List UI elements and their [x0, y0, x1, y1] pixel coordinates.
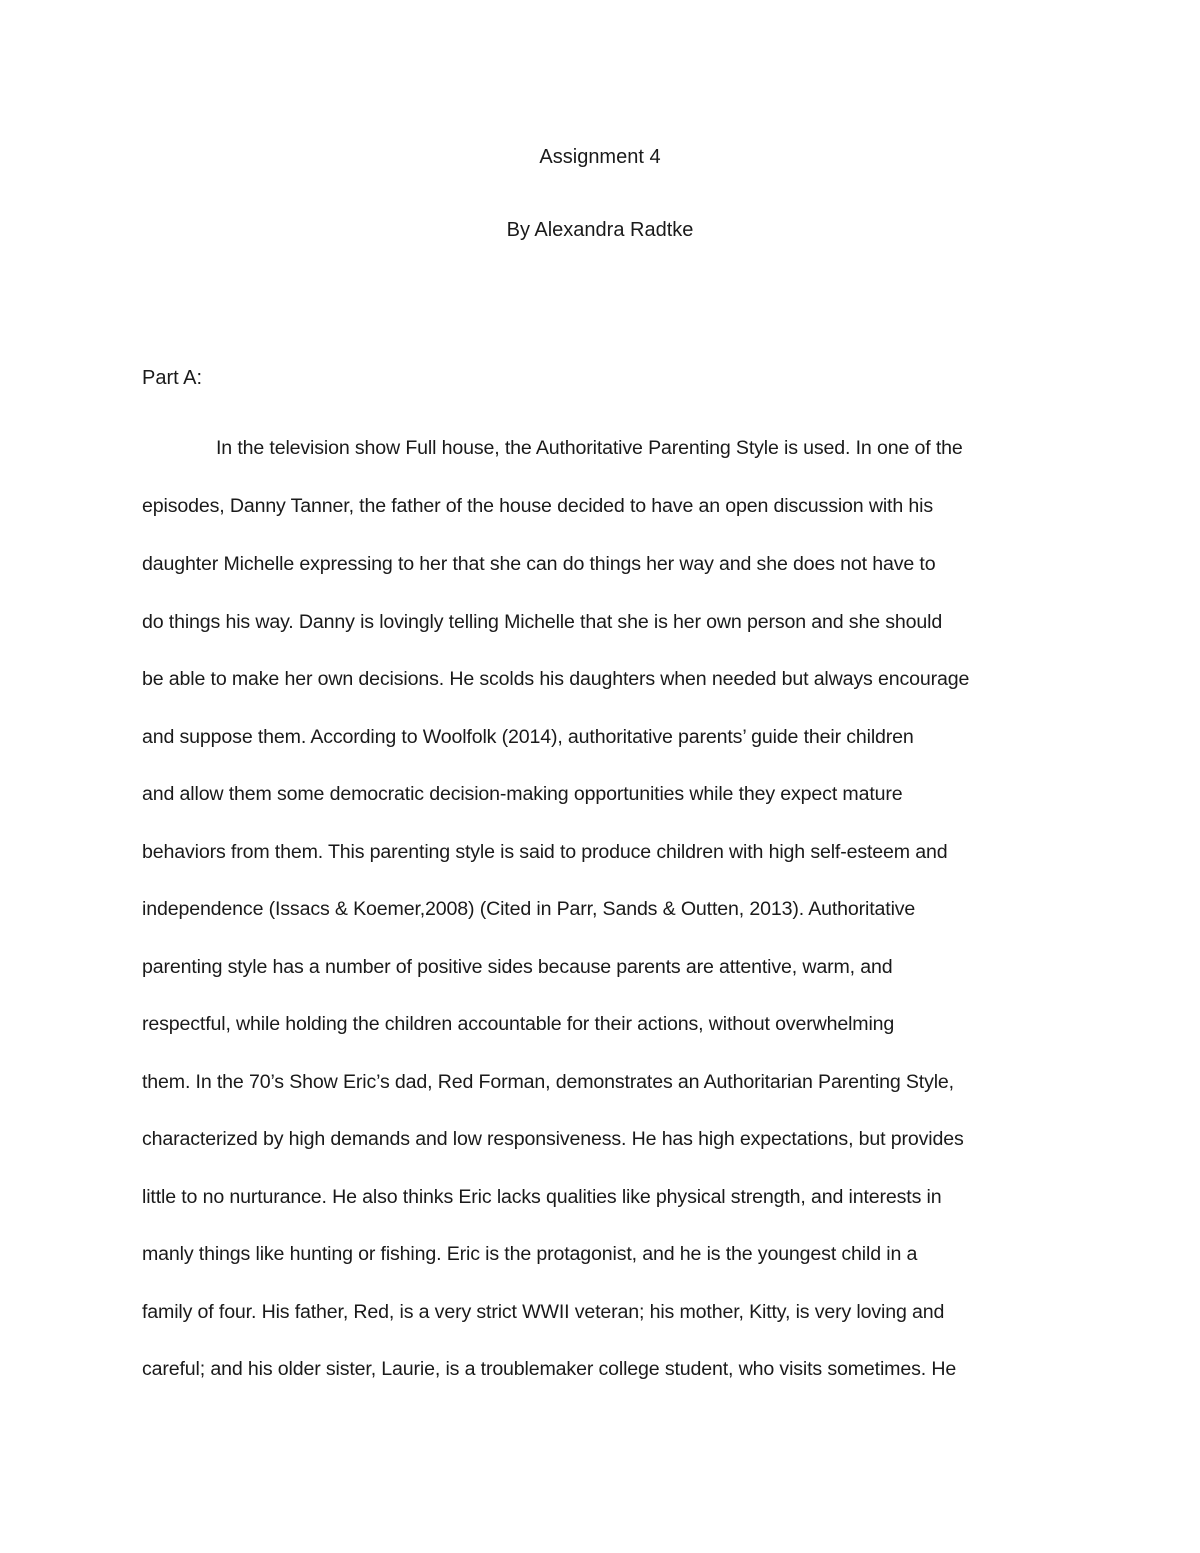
document-title: Assignment 4 — [539, 146, 661, 168]
paragraph-line: and suppose them. According to Woolfolk (2014), authoritative parents’ guide their children — [142, 726, 914, 748]
paragraph-line: be able to make her own decisions. He scolds his daughters when needed but always encourage — [142, 668, 970, 690]
document-author: By Alexandra Radtke — [506, 219, 694, 241]
paragraph-line: respectful, while holding the children accountable for their actions, without overwhelming — [142, 1013, 895, 1035]
paragraph-line: manly things like hunting or fishing. Eric is the protagonist, and he is the youngest child in a — [142, 1243, 918, 1265]
paragraph-line: and allow them some democratic decision-making opportunities while they expect mature — [142, 783, 903, 805]
paragraph-line: family of four. His father, Red, is a very strict WWII veteran; his mother, Kitty, is very loving and — [142, 1301, 945, 1323]
paragraph-line: little to no nurturance. He also thinks Eric lacks qualities like physical strength, and interests in — [142, 1186, 942, 1208]
paragraph-line: characterized by high demands and low responsiveness. He has high expectations, but provides — [142, 1128, 964, 1150]
paragraph-line: daughter Michelle expressing to her that she can do things her way and she does not have to — [142, 553, 936, 575]
part-heading: Part A: — [142, 367, 203, 389]
paragraph-line: careful; and his older sister, Laurie, is a troublemaker college student, who visits sometimes. He — [142, 1358, 957, 1380]
paragraph-line: independence (Issacs & Koemer,2008) (Cited in Parr, Sands & Outten, 2013). Authoritative — [142, 898, 916, 920]
paragraph-line: do things his way. Danny is lovingly telling Michelle that she is her own person and she should — [142, 611, 943, 633]
paragraph-line: In the television show Full house, the Authoritative Parenting Style is used. In one of the — [216, 437, 963, 459]
paragraph-line: behaviors from them. This parenting style is said to produce children with high self-esteem and — [142, 841, 948, 863]
paragraph-line: them. In the 70’s Show Eric’s dad, Red Forman, demonstrates an Authoritarian Parenting Style, — [142, 1071, 954, 1093]
paragraph-line: parenting style has a number of positive sides because parents are attentive, warm, and — [142, 956, 893, 978]
paragraph-line: episodes, Danny Tanner, the father of the house decided to have an open discussion with his — [142, 495, 933, 517]
